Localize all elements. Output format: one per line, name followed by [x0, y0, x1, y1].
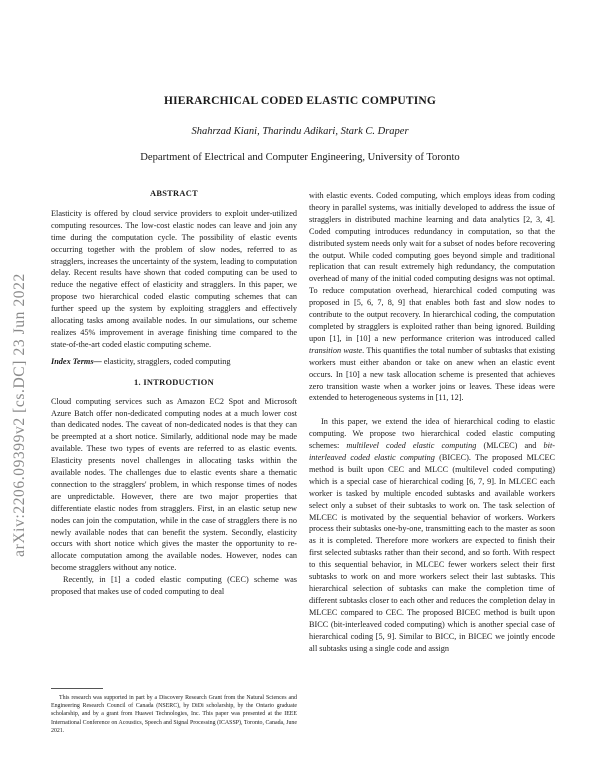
- right-column: [309, 190, 555, 654]
- index-terms-list: elasticity, stragglers, coded computing: [101, 356, 231, 366]
- index-terms-label: Index Terms—: [51, 356, 102, 366]
- arxiv-sidebar: [2, 200, 38, 630]
- emphasis-term: multilevel coded elastic computing: [346, 441, 477, 451]
- text-run: with elastic events. Coded computing, which employs ideas from coding theory in parallel systems, was initially developed to address the issue of stragglers in distributed machine learning and data analytics [2, 3, 4]. Coded computing introduces redundancy in computation, so that the distributed system needs only wait for a subset of nodes before recovering the output. While coded computing goes beyond simple and traditional replication that can result extremely high redundancy, the computation overhead of many of the initial coded computing designs was not optimal. To reduce computation overhead, hierarchical coded computing was proposed in [5, 6, 7, 8, 9] that enables both fast and slow nodes to contribute to the output recovery. In hierarchical coding, the computation completed by stragglers is exploited rather than being ignored. Building upon [1], in [10] a new performance criterion was introduced called: [309, 191, 555, 343]
- abstract-text: Elasticity is offered by cloud service providers to exploit under-utilized computing resources. The low-cost elastic nodes can leave and join any time during the computation cycle. The possibility of elastic events occurring together with the problem of slow nodes, referred to as stragglers, increases the uncertainty of the system, leading to computation delay. Recent results have shown that coded computing can be used to reduce the negative effect of elasticity and stragglers. In this paper, we propose two hierarchical coded elastic computing schemes that can further speed up the system by exploiting stragglers and effectively allocating tasks among available nodes. In our simulations, our scheme realizes 45% improvement in average finishing time compared to the state-of-the-art coded elastic computing scheme.: [51, 208, 297, 349]
- footnote-rule: [51, 688, 103, 689]
- intro-paragraph-3: [309, 416, 555, 654]
- left-column: [51, 188, 297, 598]
- emphasis-term: transition waste: [309, 345, 363, 355]
- paper-title: HIERARCHICAL CODED ELASTIC COMPUTING: [163, 95, 437, 107]
- paper-affiliation: Department of Electrical and Computer Engineering, University of Toronto: [140, 152, 460, 163]
- text-run: (MLCEC) and: [476, 441, 544, 451]
- arxiv-identifier: arXiv:2206.09399v2 [cs.DC] 23 Jun 2022: [11, 273, 28, 557]
- intro-paragraph-continued: [309, 190, 555, 404]
- paper-authors: Shahrzad Kiani, Tharindu Adikari, Stark C. Draper: [191, 126, 409, 137]
- paragraph-gap: [309, 404, 555, 416]
- text-run: In this paper, we extend the idea of hierarchical coding to elastic computing. We propose two hierarchical coded elastic computing schemes:: [309, 417, 555, 451]
- introduction-heading: 1. INTRODUCTION: [134, 377, 214, 387]
- text-run: (BICEC). The proposed MLCEC method is built upon CEC and MLCC (multilevel coded computing) which is a special case of hierarchical coding [6, 7, 9]. In MLCEC each worker is tasked by multiple encoded subtasks and available workers select only a subset of their subtasks to work on. The task selection of MLCEC is motivated by the sequential behavior of workers. Workers process their subtasks one-by-one, transmitting each to the master as soon as it is completed. Therefore more workers are expected to finish their first selected subtasks rather than their second, and so forth. With respect to this sequential behavior, in MLCEC fewer workers select their first subtasks to work on and more workers select their last subtasks. This hierarchical selection of subtasks can make the completion time of different subtasks closer to each other and reduces the completion delay in MLCEC compared to CEC. The proposed BICEC method is built upon BICC (bit-interleaved coded computing) which is another special case of hierarchical coding [5, 9]. Similar to BICC, in BICEC we jointly encode all subtasks using a single code and assign: [309, 453, 555, 653]
- emphasis-term: bit-interleaved coded elastic computing: [309, 441, 556, 463]
- index-terms: [51, 356, 297, 368]
- abstract-heading: ABSTRACT: [149, 189, 198, 198]
- footnote-text: This research was supported in part by a Discovery Research Grant from the Natural Sciences and Engineering Research Council of Canada (NSERC), by DiDi scholarship, by the Ontario graduate scholarship, and by a grant from Huawei Technologies, Inc. This paper was presented at the IEEE International Conference on Acoustics, Speech and Signal Processing (ICASSP), Toronto, Canada, June 2021.: [51, 695, 297, 734]
- intro-paragraph-1: Cloud computing services such as Amazon EC2 Spot and Microsoft Azure Batch offer non-dedicated computing nodes at a much lower cost than dedicated nodes. The caveat of non-dedicated nodes is that they can be preempted at a short notice. Similarly, additional node may be made available. These two types of events are referred to as elastic events. Elasticity presents novel challenges in allocating tasks within the available nodes. The challenges due to elastic events share a thematic connection to the stragglers' problem, in which response times of nodes are unpredictable. However, there are two major properties that differentiate elastic nodes from stragglers. First, in an elastic setup new nodes can join the computation, while in the case of stragglers there is no newly available nodes that can benefit the system. Secondly, elasticity occurs with short notice which gives the master the opportunity to re-allocate computation among the available nodes. However, nodes can become stragglers without any notice.: [51, 396, 297, 573]
- footnote: [51, 694, 297, 735]
- text-run: . This quantifies the total number of subtasks that existing workers must either abandon or take on anew when an elastic event occurs. In [10] a new task allocation scheme is presented that achieves zero transition waste when a worker joins or leaves. These ideas were extended to heterogeneous systems in [11, 12].: [309, 345, 555, 403]
- intro-paragraph-2: Recently, in [1] a coded elastic computing (CEC) scheme was proposed that makes use of coded computing to deal: [51, 575, 297, 597]
